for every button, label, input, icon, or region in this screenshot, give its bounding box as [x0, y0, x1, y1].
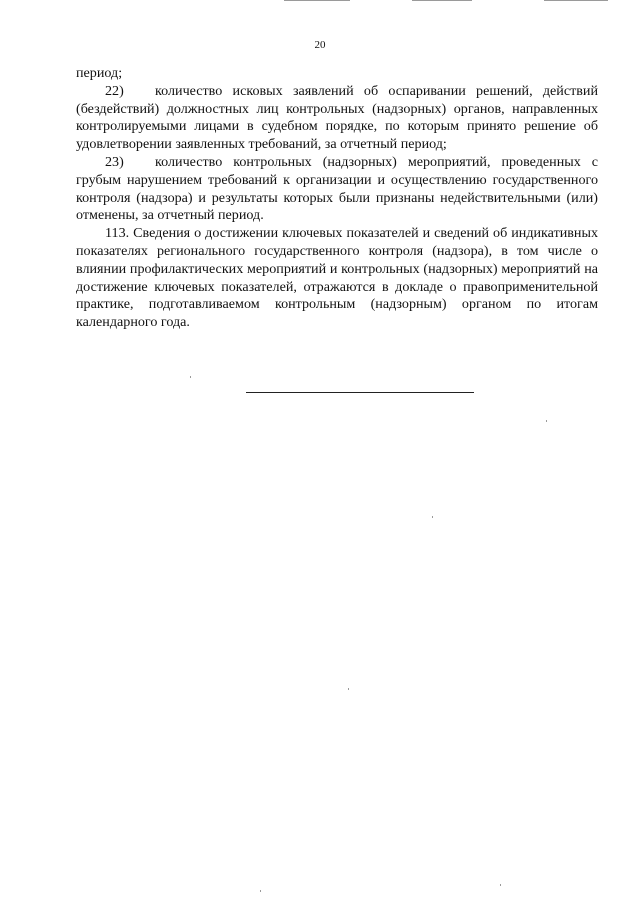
scan-speck	[348, 688, 349, 690]
list-item-22	[76, 83, 598, 154]
list-item-23-number: 23)	[105, 153, 124, 170]
page-number: 20	[314, 39, 326, 51]
scan-top-rule-middle	[412, 0, 472, 1]
continuation-text: период;	[76, 65, 123, 81]
document-body	[76, 65, 598, 332]
scan-speck	[500, 884, 501, 886]
list-item-23	[76, 154, 598, 225]
list-item-23-text: количество контрольных (надзорных) мероприятий, проведенных с грубым нарушением требований к организации и осуществлению государственного контроля (надзора) и результаты которых были признаны недействительными (или) отменены, за отчетный период.	[76, 153, 598, 224]
end-of-text-rule	[246, 392, 474, 393]
scan-speck	[432, 516, 433, 518]
scan-speck	[190, 376, 191, 378]
scan-speck	[260, 890, 261, 892]
scan-speck	[546, 420, 547, 422]
list-item-22-text: количество исковых заявлений об оспаривании решений, действий (бездействий) должностных лиц контрольных (надзорных) органов, направленных контролируемыми лицами в судебном порядке, по которым принято решение об удовлетворении заявленных требований, за отчетный период;	[76, 82, 598, 153]
scan-top-rule-left	[284, 0, 350, 1]
scan-top-rule-right	[544, 0, 608, 1]
list-item-22-number: 22)	[105, 82, 124, 99]
section-113-paragraph: 113. Сведения о достижении ключевых показателей и сведений об индикативных показателях регионального государственного контроля (надзора), в том числе о влиянии профилактических мероприятий и контрольных (надзорных) мероприятий на достижение ключевых показателей, отражаются в докладе о правоприменительной практике, подготавливаемом контрольным (надзорным) органом по итогам календарного года.	[76, 225, 598, 331]
